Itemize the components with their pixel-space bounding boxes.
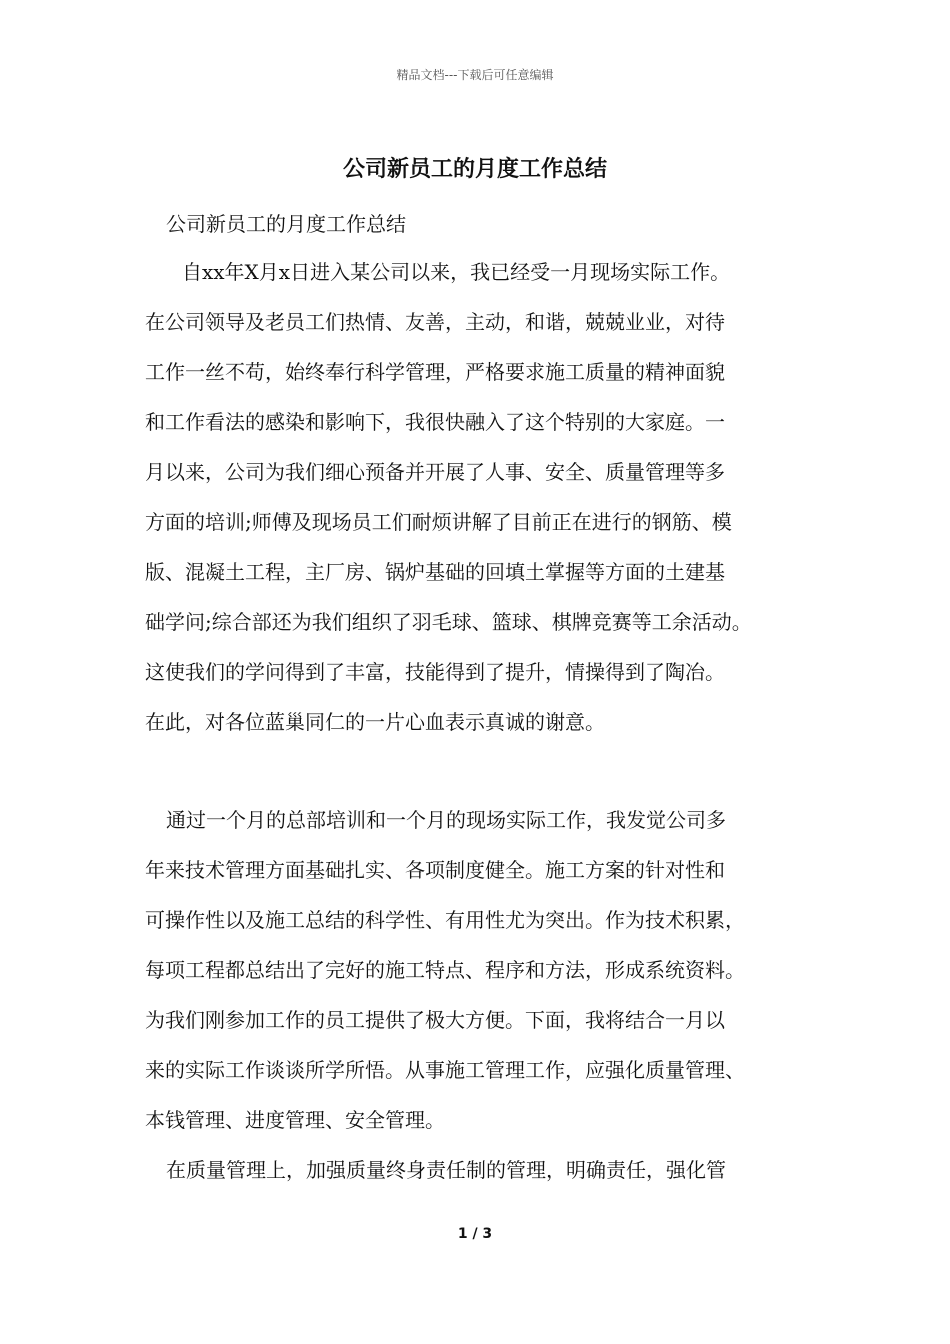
paragraph-line: 自xx年X月x日进入某公司以来，我已经受一月现场实际工作。 [182, 260, 731, 284]
paragraph-line: 来的实际工作谈谈所学所悟。从事施工管理工作，应强化质量管理、 [145, 1058, 745, 1082]
page-number: 1 / 3 [457, 1226, 493, 1242]
paragraph-line: 每项工程都总结出了完好的施工特点、程序和方法，形成系统资料。 [145, 958, 745, 982]
paragraph-line: 在公司领导及老员工们热情、友善，主动，和谐，兢兢业业，对待 [145, 310, 725, 334]
paragraph-line: 础学问;综合部还为我们组织了羽毛球、篮球、棋牌竞赛等工余活动。 [145, 610, 752, 634]
paragraph-line: 可操作性以及施工总结的科学性、有用性尤为突出。作为技术积累， [145, 908, 745, 932]
document-title: 公司新员工的月度工作总结 [342, 156, 607, 182]
paragraph-line: 本钱管理、进度管理、安全管理。 [145, 1108, 445, 1132]
paragraph-line: 版、混凝土工程，主厂房、锅炉基础的回填土掌握等方面的土建基 [145, 560, 725, 584]
paragraph-line: 工作一丝不苟，始终奉行科学管理，严格要求施工质量的精神面貌 [145, 360, 725, 384]
subtitle-line: 公司新员工的月度工作总结 [166, 212, 406, 236]
paragraph-line: 这使我们的学问得到了丰富，技能得到了提升，情操得到了陶冶。 [145, 660, 725, 684]
paragraph-line: 为我们刚参加工作的员工提供了极大方便。下面，我将结合一月以 [145, 1008, 725, 1032]
paragraph-line: 和工作看法的感染和影响下，我很快融入了这个特别的大家庭。一 [145, 410, 725, 434]
paragraph-line: 在此，对各位蓝巢同仁的一片心血表示真诚的谢意。 [145, 710, 605, 734]
paragraph-line: 月以来，公司为我们细心预备并开展了人事、安全、质量管理等多 [145, 460, 725, 484]
paragraph-line: 年来技术管理方面基础扎实、各项制度健全。施工方案的针对性和 [145, 858, 725, 882]
paragraph-line: 在质量管理上，加强质量终身责任制的管理，明确责任，强化管 [166, 1158, 726, 1182]
header-note: 精品文档---下载后可任意编辑 [396, 68, 554, 82]
paragraph-line: 通过一个月的总部培训和一个月的现场实际工作，我发觉公司多 [166, 808, 726, 832]
paragraph-line: 方面的培训;师傅及现场员工们耐烦讲解了目前正在进行的钢筋、模 [145, 510, 732, 534]
